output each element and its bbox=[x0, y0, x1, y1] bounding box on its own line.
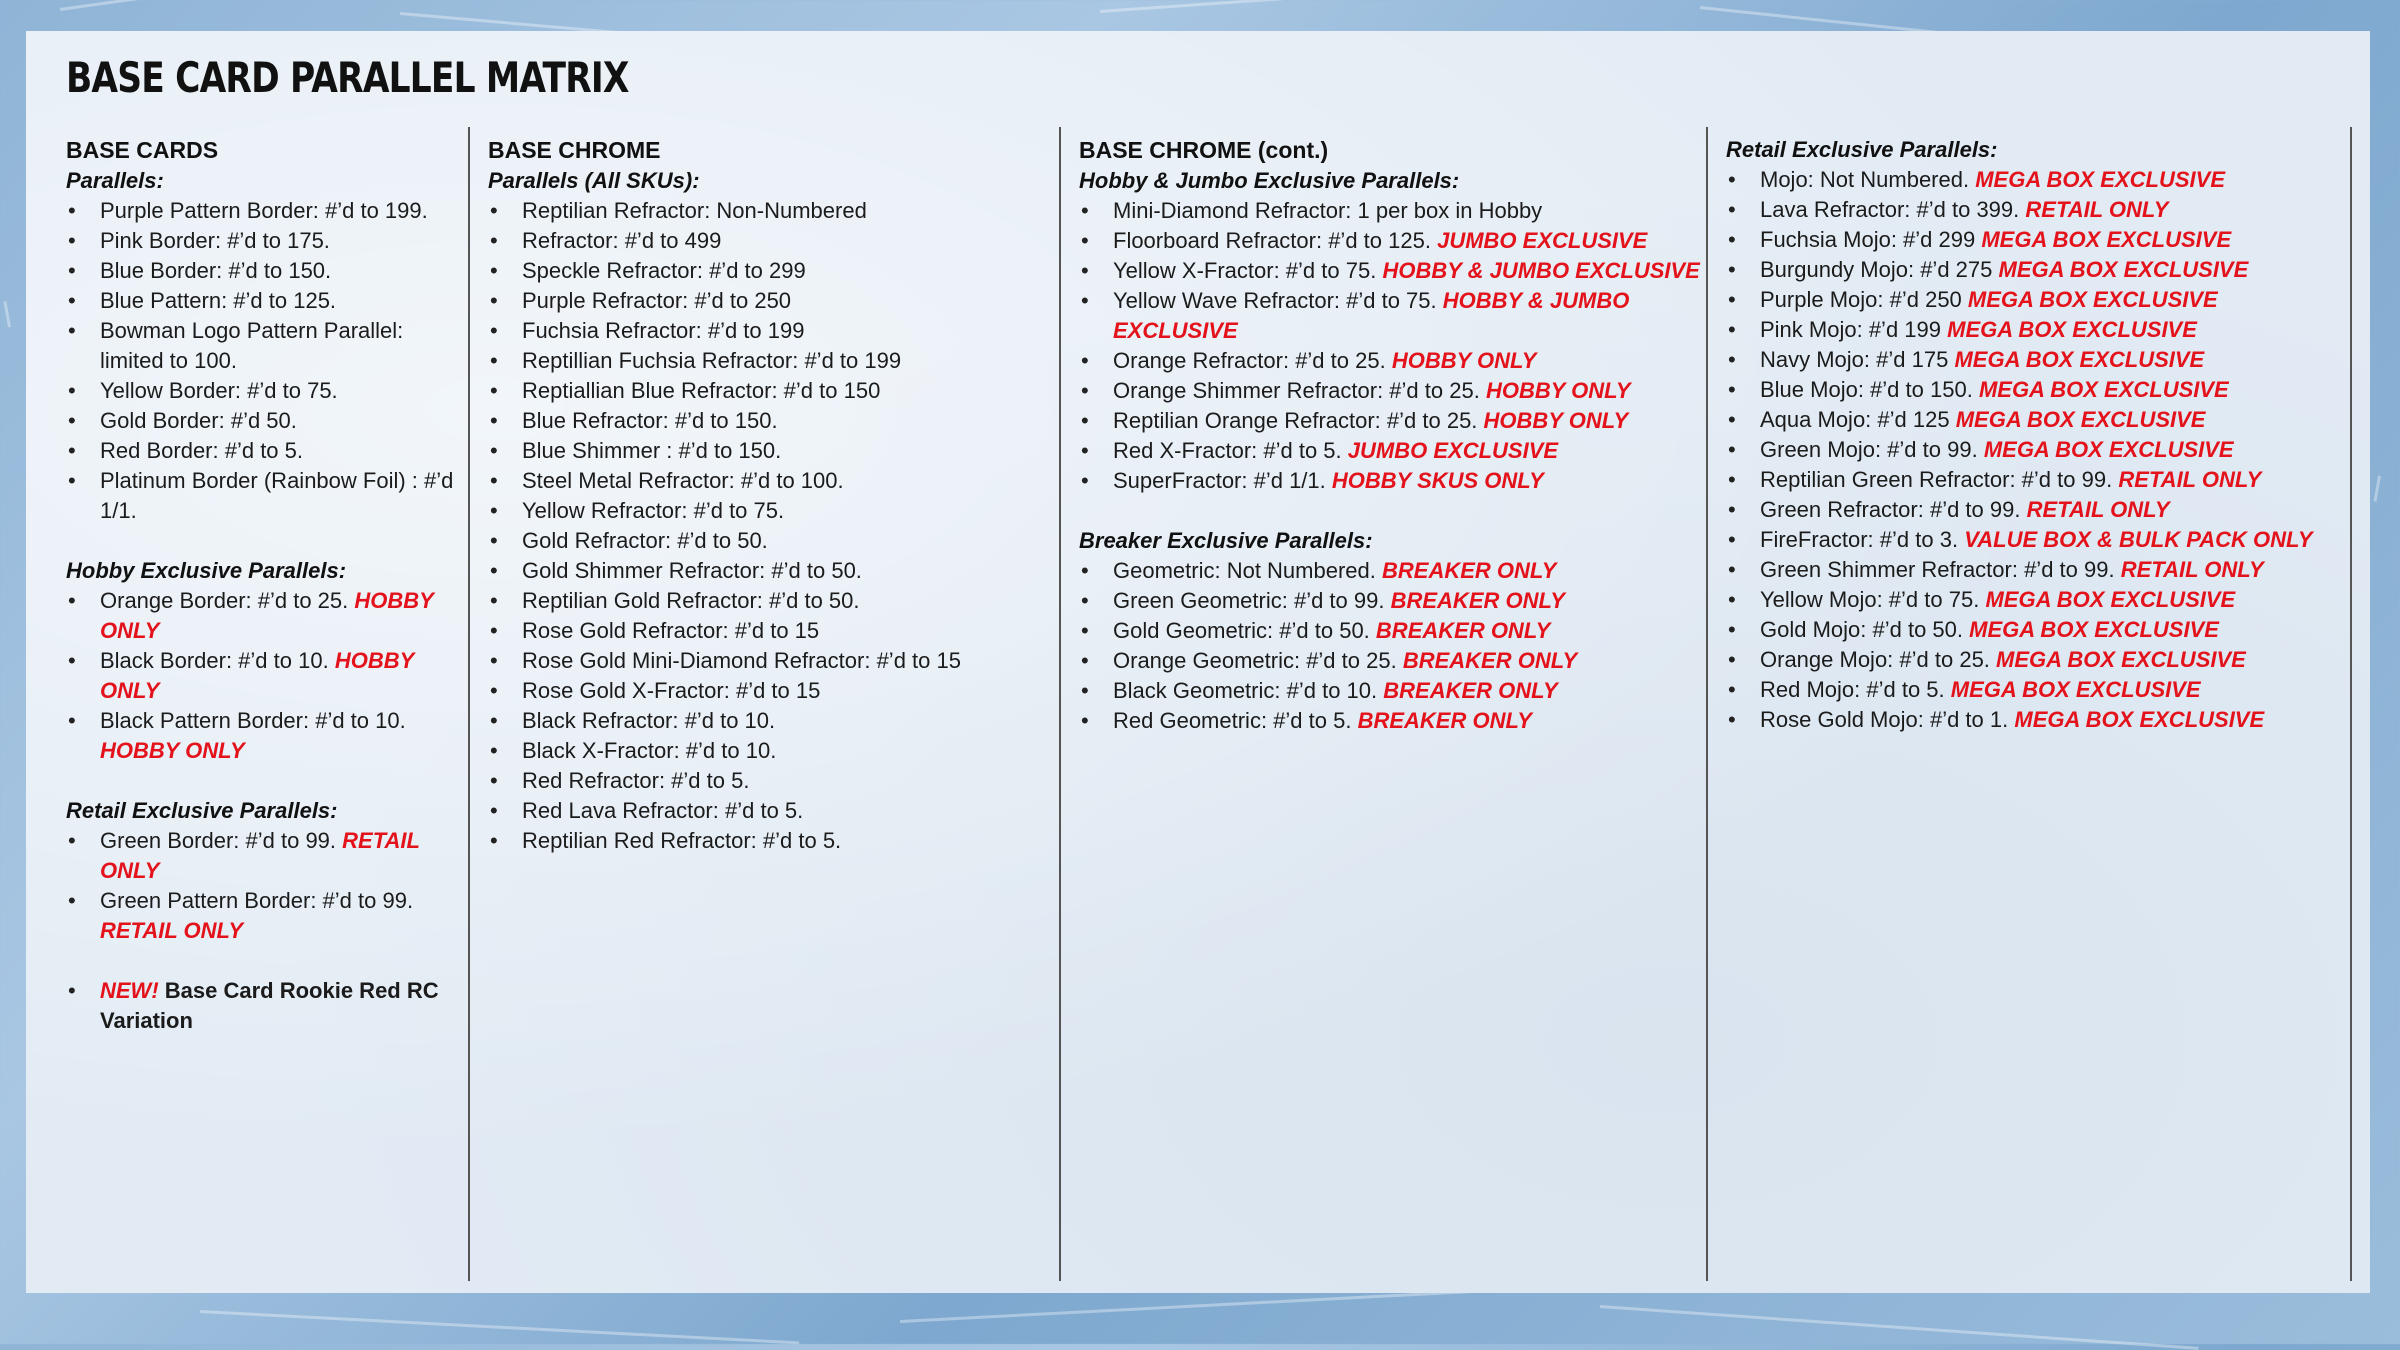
parallel-list bbox=[66, 826, 464, 946]
exclusive-tag: MEGA BOX EXCLUSIVE bbox=[1954, 347, 2205, 372]
parallel-name: Orange Refractor: #’d to 25. bbox=[1113, 348, 1386, 373]
parallel-item bbox=[488, 196, 1054, 226]
new-variation-text: Base Card Rookie Red RC Variation bbox=[100, 978, 439, 1033]
section-subheading: Retail Exclusive Parallels: bbox=[1726, 137, 1998, 162]
parallel-name: Black Geometric: #’d to 10. bbox=[1113, 678, 1378, 703]
ice-streak bbox=[60, 0, 357, 11]
exclusive-tag: MEGA BOX EXCLUSIVE bbox=[1983, 437, 2234, 462]
parallel-item bbox=[488, 226, 1054, 256]
exclusive-tag: RETAIL ONLY bbox=[100, 828, 420, 883]
parallel-item bbox=[66, 826, 464, 886]
parallel-name: Green Mojo: #’d to 99. bbox=[1760, 437, 1978, 462]
parallel-item bbox=[1079, 406, 1701, 436]
parallel-name: Yellow Border: #’d to 75. bbox=[100, 378, 338, 403]
parallel-name: Platinum Border (Rainbow Foil) : #’d 1/1. bbox=[100, 468, 454, 523]
parallel-list bbox=[66, 196, 464, 526]
parallel-item bbox=[488, 256, 1054, 286]
parallel-item bbox=[1726, 525, 2348, 555]
parallel-name: Mini-Diamond Refractor: 1 per box in Hobby bbox=[1113, 198, 1543, 223]
parallel-item bbox=[1079, 556, 1701, 586]
section-gap bbox=[66, 946, 464, 976]
section-gap bbox=[66, 766, 464, 796]
parallel-list bbox=[488, 196, 1054, 856]
parallel-item bbox=[488, 586, 1054, 616]
parallel-name: FireFractor: #’d to 3. bbox=[1760, 527, 1959, 552]
parallel-name: Rose Gold Mojo: #’d to 1. bbox=[1760, 707, 2009, 732]
parallel-name: Reptilian Refractor: Non-Numbered bbox=[522, 198, 867, 223]
parallel-list bbox=[1079, 196, 1701, 496]
parallel-name: Purple Mojo: #’d 250 bbox=[1760, 287, 1962, 312]
parallel-item bbox=[1079, 226, 1701, 256]
parallel-item bbox=[1726, 555, 2348, 585]
parallel-name: Speckle Refractor: #’d to 299 bbox=[522, 258, 806, 283]
parallel-item bbox=[488, 346, 1054, 376]
section-gap bbox=[66, 526, 464, 556]
exclusive-tag: BREAKER ONLY bbox=[1390, 588, 1565, 613]
parallel-name: Black Pattern Border: #’d to 10. bbox=[100, 708, 406, 733]
exclusive-tag: MEGA BOX EXCLUSIVE bbox=[1950, 677, 2201, 702]
exclusive-tag: MEGA BOX EXCLUSIVE bbox=[1975, 167, 2225, 192]
parallel-name: Green Pattern Border: #’d to 99. bbox=[100, 888, 414, 913]
parallel-name: Red Refractor: #’d to 5. bbox=[522, 768, 750, 793]
parallel-item bbox=[66, 586, 464, 646]
ice-streak bbox=[2374, 476, 2381, 502]
parallel-item bbox=[488, 826, 1054, 856]
parallel-item bbox=[1079, 706, 1701, 736]
parallel-item bbox=[1726, 705, 2348, 735]
column-divider-2 bbox=[1059, 127, 1061, 1281]
parallel-list bbox=[1726, 165, 2348, 735]
parallel-name: Orange Shimmer Refractor: #’d to 25. bbox=[1113, 378, 1480, 403]
parallel-item bbox=[66, 886, 464, 946]
parallel-item bbox=[488, 736, 1054, 766]
parallel-name: Red X-Fractor: #’d to 5. bbox=[1113, 438, 1342, 463]
parallel-name: Green Shimmer Refractor: #’d to 99. bbox=[1760, 557, 2115, 582]
column-base-chrome-cont bbox=[1079, 135, 1701, 736]
parallel-name: Reptilian Orange Refractor: #’d to 25. bbox=[1113, 408, 1478, 433]
parallel-item bbox=[66, 286, 464, 316]
parallel-item bbox=[1079, 256, 1701, 286]
parallel-item bbox=[488, 646, 1054, 676]
parallel-name: Blue Pattern: #’d to 125. bbox=[100, 288, 337, 313]
parallel-item bbox=[1726, 645, 2348, 675]
parallel-name: Orange Border: #’d to 25. bbox=[100, 588, 349, 613]
section-gap bbox=[1079, 496, 1701, 526]
parallel-name: Blue Refractor: #’d to 150. bbox=[522, 408, 778, 433]
ice-streak bbox=[1100, 0, 1519, 13]
parallel-item bbox=[1079, 376, 1701, 406]
parallel-name: Floorboard Refractor: #’d to 125. bbox=[1113, 228, 1431, 253]
exclusive-tag: MEGA BOX EXCLUSIVE bbox=[1967, 287, 2218, 312]
parallel-name: Red Geometric: #’d to 5. bbox=[1113, 708, 1352, 733]
column-divider-1 bbox=[468, 127, 470, 1281]
parallel-item bbox=[1726, 465, 2348, 495]
ice-streak bbox=[1600, 1305, 2199, 1350]
exclusive-tag: RETAIL ONLY bbox=[2120, 557, 2264, 582]
exclusive-tag: HOBBY ONLY bbox=[100, 738, 245, 763]
parallel-name: Reptilian Gold Refractor: #’d to 50. bbox=[522, 588, 860, 613]
parallel-item bbox=[1079, 286, 1701, 346]
parallel-name: Fuchsia Refractor: #’d to 199 bbox=[522, 318, 805, 343]
exclusive-tag: BREAKER ONLY bbox=[1402, 648, 1578, 673]
new-variation-item bbox=[66, 976, 464, 1036]
parallel-name: Red Mojo: #’d to 5. bbox=[1760, 677, 1945, 702]
exclusive-tag: MEGA BOX EXCLUSIVE bbox=[1981, 227, 2232, 252]
parallel-name: Blue Border: #’d to 150. bbox=[100, 258, 332, 283]
parallel-item bbox=[1726, 165, 2348, 195]
parallel-name: Lava Refractor: #’d to 399. bbox=[1760, 197, 2020, 222]
parallel-item bbox=[1079, 466, 1701, 496]
exclusive-tag: BREAKER ONLY bbox=[1357, 708, 1532, 733]
parallel-item bbox=[1726, 285, 2348, 315]
parallel-item bbox=[1079, 616, 1701, 646]
ice-streak bbox=[200, 1310, 799, 1344]
section-subheading: Retail Exclusive Parallels: bbox=[66, 798, 338, 823]
parallel-name: Gold Refractor: #’d to 50. bbox=[522, 528, 768, 553]
parallel-name: Green Geometric: #’d to 99. bbox=[1113, 588, 1385, 613]
parallel-item bbox=[1079, 346, 1701, 376]
exclusive-tag: HOBBY & JUMBO EXCLUSIVE bbox=[1113, 288, 1630, 343]
parallel-item bbox=[488, 766, 1054, 796]
parallel-item bbox=[1726, 585, 2348, 615]
exclusive-tag: MEGA BOX EXCLUSIVE bbox=[1998, 257, 2249, 282]
exclusive-tag: BREAKER ONLY bbox=[1375, 618, 1551, 643]
parallel-item bbox=[488, 796, 1054, 826]
parallel-list bbox=[1079, 556, 1701, 736]
matrix-panel bbox=[26, 31, 2370, 1293]
section-subheading: Parallels: bbox=[66, 168, 164, 193]
parallel-list bbox=[66, 586, 464, 766]
column-retail-exclusive bbox=[1726, 135, 2348, 735]
parallel-item bbox=[1726, 375, 2348, 405]
section-heading: BASE CHROME (cont.) bbox=[1079, 137, 1329, 163]
parallel-name: Purple Refractor: #’d to 250 bbox=[522, 288, 792, 313]
parallel-name: Yellow Mojo: #’d to 75. bbox=[1760, 587, 1980, 612]
parallel-name: Steel Metal Refractor: #’d to 100. bbox=[522, 468, 844, 493]
parallel-name: Reptilian Red Refractor: #’d to 5. bbox=[522, 828, 842, 853]
parallel-item bbox=[488, 496, 1054, 526]
parallel-item bbox=[1079, 196, 1701, 226]
parallel-name: Yellow Refractor: #’d to 75. bbox=[522, 498, 785, 523]
exclusive-tag: VALUE BOX & BULK PACK ONLY bbox=[1964, 527, 2313, 552]
parallel-item bbox=[66, 436, 464, 466]
parallel-name: Blue Mojo: #’d to 150. bbox=[1760, 377, 1973, 402]
parallel-item bbox=[488, 556, 1054, 586]
page-title: BASE CARD PARALLEL MATRIX bbox=[66, 53, 629, 102]
parallel-name: Pink Mojo: #’d 199 bbox=[1760, 317, 1941, 342]
parallel-name: Burgundy Mojo: #’d 275 bbox=[1760, 257, 1993, 282]
parallel-name: Pink Border: #’d to 175. bbox=[100, 228, 330, 253]
parallel-item bbox=[488, 466, 1054, 496]
parallel-item bbox=[1079, 676, 1701, 706]
parallel-item bbox=[1726, 255, 2348, 285]
column-divider-3 bbox=[1706, 127, 1708, 1281]
parallel-item bbox=[1726, 195, 2348, 225]
parallel-name: Purple Pattern Border: #’d to 199. bbox=[100, 198, 428, 223]
parallel-item bbox=[1079, 646, 1701, 676]
parallel-item bbox=[1726, 315, 2348, 345]
column-base-cards bbox=[66, 135, 464, 1036]
parallel-item bbox=[66, 466, 464, 526]
section-subheading: Hobby Exclusive Parallels: bbox=[66, 558, 347, 583]
parallel-item bbox=[1726, 405, 2348, 435]
parallel-name: Gold Geometric: #’d to 50. bbox=[1113, 618, 1370, 643]
section-subheading: Hobby & Jumbo Exclusive Parallels: bbox=[1079, 168, 1460, 193]
column-divider-4 bbox=[2350, 127, 2352, 1281]
parallel-name: Rose Gold Refractor: #’d to 15 bbox=[522, 618, 820, 643]
parallel-item bbox=[1726, 345, 2348, 375]
section-heading: BASE CHROME bbox=[488, 137, 661, 163]
exclusive-tag: MEGA BOX EXCLUSIVE bbox=[1969, 617, 2219, 642]
parallel-name: Black Refractor: #’d to 10. bbox=[522, 708, 776, 733]
exclusive-tag: MEGA BOX EXCLUSIVE bbox=[1996, 647, 2246, 672]
parallel-name: Rose Gold X-Fractor: #’d to 15 bbox=[522, 678, 821, 703]
parallel-name: Rose Gold Mini-Diamond Refractor: #’d to 15 bbox=[522, 648, 961, 673]
parallel-name: Blue Shimmer : #’d to 150. bbox=[522, 438, 782, 463]
exclusive-tag: HOBBY SKUS ONLY bbox=[1331, 468, 1544, 493]
exclusive-tag: MEGA BOX EXCLUSIVE bbox=[1985, 587, 2236, 612]
parallel-item bbox=[66, 406, 464, 436]
parallel-item bbox=[488, 436, 1054, 466]
parallel-item bbox=[488, 316, 1054, 346]
parallel-item bbox=[66, 646, 464, 706]
parallel-name: Gold Shimmer Refractor: #’d to 50. bbox=[522, 558, 862, 583]
parallel-item bbox=[488, 676, 1054, 706]
parallel-name: Reptiallian Blue Refractor: #’d to 150 bbox=[522, 378, 881, 403]
parallel-item bbox=[1726, 435, 2348, 465]
section-heading: BASE CARDS bbox=[66, 137, 219, 163]
section-subheading: Breaker Exclusive Parallels: bbox=[1079, 528, 1373, 553]
parallel-name: SuperFractor: #’d 1/1. bbox=[1113, 468, 1326, 493]
parallel-name: Navy Mojo: #’d 175 bbox=[1760, 347, 1949, 372]
section-subheading: Parallels (All SKUs): bbox=[488, 168, 700, 193]
column-base-chrome bbox=[488, 135, 1054, 856]
parallel-name: Reptilian Green Refractor: #’d to 99. bbox=[1760, 467, 2113, 492]
exclusive-tag: JUMBO EXCLUSIVE bbox=[1347, 438, 1559, 463]
exclusive-tag: HOBBY ONLY bbox=[1391, 348, 1537, 373]
parallel-item bbox=[1726, 615, 2348, 645]
parallel-item bbox=[488, 616, 1054, 646]
parallel-item bbox=[1079, 586, 1701, 616]
exclusive-tag: MEGA BOX EXCLUSIVE bbox=[1955, 407, 2206, 432]
new-item-list bbox=[66, 976, 464, 1036]
parallel-item bbox=[66, 196, 464, 226]
parallel-item bbox=[66, 376, 464, 406]
parallel-name: Bowman Logo Pattern Parallel: limited to 100. bbox=[100, 318, 404, 373]
parallel-name: Black X-Fractor: #’d to 10. bbox=[522, 738, 777, 763]
exclusive-tag: HOBBY ONLY bbox=[100, 588, 434, 643]
exclusive-tag: RETAIL ONLY bbox=[2118, 467, 2262, 492]
parallel-name: Aqua Mojo: #’d 125 bbox=[1760, 407, 1950, 432]
parallel-item bbox=[1726, 675, 2348, 705]
exclusive-tag: MEGA BOX EXCLUSIVE bbox=[2014, 707, 2265, 732]
parallel-name: Refractor: #’d to 499 bbox=[522, 228, 722, 253]
parallel-item bbox=[66, 226, 464, 256]
exclusive-tag: RETAIL ONLY bbox=[2025, 197, 2169, 222]
parallel-item bbox=[66, 316, 464, 376]
parallel-name: Orange Mojo: #’d to 25. bbox=[1760, 647, 1990, 672]
parallel-item bbox=[66, 256, 464, 286]
parallel-name: Orange Geometric: #’d to 25. bbox=[1113, 648, 1397, 673]
parallel-name: Red Border: #’d to 5. bbox=[100, 438, 304, 463]
ice-streak bbox=[4, 301, 11, 327]
parallel-name: Gold Mojo: #’d to 50. bbox=[1760, 617, 1964, 642]
parallel-name: Green Refractor: #’d to 99. bbox=[1760, 497, 2021, 522]
parallel-item bbox=[488, 706, 1054, 736]
parallel-name: Yellow X-Fractor: #’d to 75. bbox=[1113, 258, 1377, 283]
parallel-item bbox=[66, 706, 464, 766]
parallel-name: Red Lava Refractor: #’d to 5. bbox=[522, 798, 804, 823]
parallel-item bbox=[1726, 225, 2348, 255]
exclusive-tag: HOBBY ONLY bbox=[1485, 378, 1631, 403]
parallel-name: Black Border: #’d to 10. bbox=[100, 648, 329, 673]
parallel-name: Reptillian Fuchsia Refractor: #’d to 199 bbox=[522, 348, 902, 373]
exclusive-tag: HOBBY ONLY bbox=[100, 648, 414, 703]
exclusive-tag: HOBBY & JUMBO EXCLUSIVE bbox=[1382, 258, 1700, 283]
parallel-item bbox=[488, 526, 1054, 556]
exclusive-tag: BREAKER ONLY bbox=[1383, 678, 1558, 703]
exclusive-tag: MEGA BOX EXCLUSIVE bbox=[1947, 317, 2197, 342]
exclusive-tag: MEGA BOX EXCLUSIVE bbox=[1978, 377, 2229, 402]
exclusive-tag: JUMBO EXCLUSIVE bbox=[1437, 228, 1648, 253]
exclusive-tag: RETAIL ONLY bbox=[2026, 497, 2170, 522]
exclusive-tag: RETAIL ONLY bbox=[100, 918, 243, 943]
parallel-item bbox=[488, 406, 1054, 436]
exclusive-tag: HOBBY ONLY bbox=[1483, 408, 1629, 433]
parallel-item bbox=[488, 376, 1054, 406]
parallel-item bbox=[488, 286, 1054, 316]
parallel-name: Geometric: Not Numbered. bbox=[1113, 558, 1376, 583]
parallel-name: Mojo: Not Numbered. bbox=[1760, 167, 1970, 192]
parallel-item bbox=[1726, 495, 2348, 525]
new-badge: NEW! bbox=[100, 978, 159, 1003]
parallel-name: Yellow Wave Refractor: #’d to 75. bbox=[1113, 288, 1437, 313]
exclusive-tag: BREAKER ONLY bbox=[1382, 558, 1557, 583]
parallel-name: Gold Border: #’d 50. bbox=[100, 408, 297, 433]
parallel-name: Green Border: #’d to 99. bbox=[100, 828, 337, 853]
parallel-item bbox=[1079, 436, 1701, 466]
parallel-name: Fuchsia Mojo: #’d 299 bbox=[1760, 227, 1976, 252]
